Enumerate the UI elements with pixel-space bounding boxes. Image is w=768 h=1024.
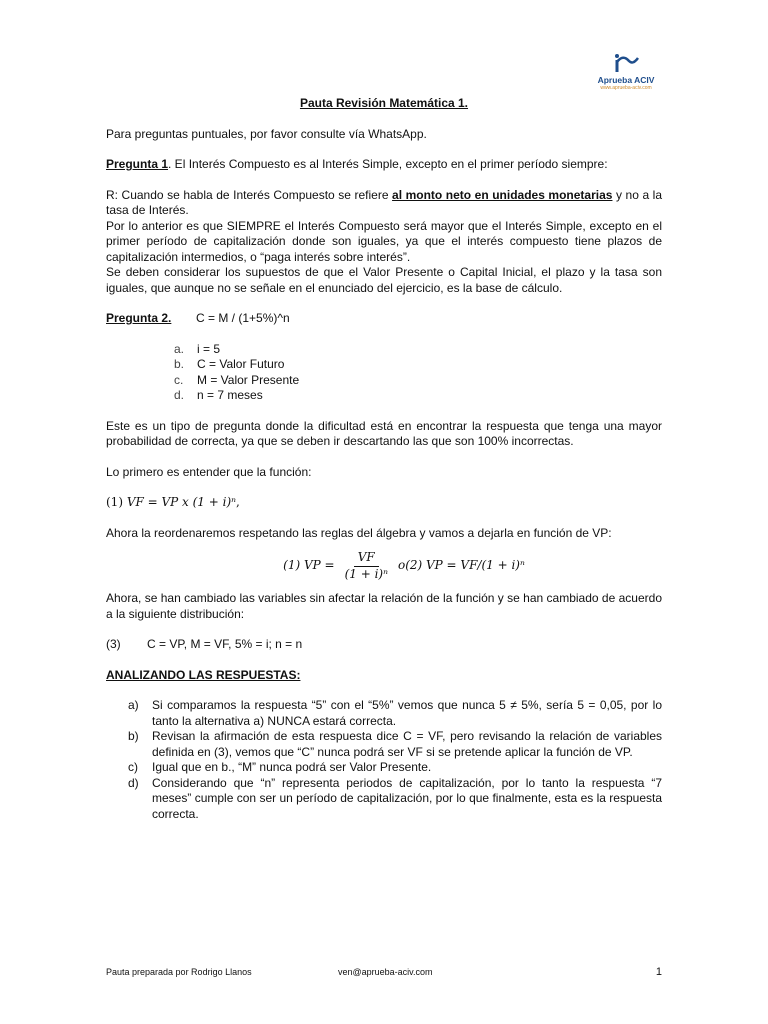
answer-1-post: y no a la tasa de Interés. (106, 187, 662, 217)
equation-3 (106, 637, 662, 653)
logo-mark-icon (611, 52, 641, 74)
analysis-text: Considerando que “n” representa periodos de capitalización, por lo tanto la respuesta “7 meses” cumple con ser un período de capitalización, por lo que finalmente, esta es la respuesta correcta. (152, 775, 662, 821)
option-mark: d. (174, 388, 185, 402)
equation-3-text: C = VP, M = VF, 5% = i; n = n (147, 637, 303, 651)
question-2-label: Pregunta 2. (106, 311, 172, 325)
answer-1-pre: R: Cuando se habla de Interés Compuesto se refiere (106, 187, 393, 202)
option-text: C = Valor Futuro (197, 357, 285, 371)
question-2 (106, 311, 662, 327)
footer-email[interactable]: ven@aprueba-aciv.com (338, 967, 433, 977)
option-item (174, 388, 662, 404)
brand-logo (590, 52, 662, 94)
question-2-paragraph-4: Ahora, se han cambiado las variables sin afectar la relación de la función y se han cambiado de acuerdo a la siguiente distribución: (106, 591, 662, 621)
equation-1-suffix: , (236, 495, 240, 509)
answer-1 (106, 188, 662, 219)
intro-text: Para preguntas puntuales, por favor consulte vía WhatsApp. (106, 126, 427, 141)
analysis-list (106, 698, 662, 822)
analysis-item (106, 698, 662, 729)
question-2-paragraph-2: Lo primero es entender que la función: (106, 464, 312, 479)
document-body (106, 96, 662, 822)
question-1-text: . El Interés Compuesto es al Interés Simple, excepto en el primer período siempre: (168, 157, 608, 171)
option-text: n = 7 meses (197, 388, 263, 402)
question-2-formula: C = M / (1+5%)^n (196, 311, 290, 325)
equation-2 (146, 550, 662, 582)
analysis-item (106, 760, 662, 776)
equation-2-left: (1) VP = (283, 558, 335, 573)
document-title: Pauta Revisión Matemática 1. (299, 96, 469, 110)
analysis-mark: a) (128, 698, 139, 712)
option-text: i = 5 (197, 341, 221, 356)
analysis-text: Revisan la afirmación de esta respuesta dice C = VF, pero revisando la relación de variables definida en (3), vemos que “C” nunca podrá ser VF si se pretende aplicar la función de VP. (152, 729, 662, 759)
answer-1-paragraph-2: Por lo anterior es que SIEMPRE el Interés Compuesto será mayor que el Interés Simple, excepto en el primer período de capitalización donde son iguales, ya que el interés compuesto tiene plazos de capitalización intermedios, o “paga interés sobre interés”. (106, 218, 662, 264)
answer-1-paragraph-3: Se deben considerar los supuestos de que el Valor Presente o Capital Inicial, el plazo y la tasa son iguales, que aunque no se señale en el enunciado del ejercicio, es la base de cálculo. (106, 265, 662, 295)
option-item (174, 357, 662, 373)
question-2-paragraph-3: Ahora la reordenaremos respetando las reglas del álgebra y vamos a dejarla en función de VP: (106, 525, 612, 540)
question-2-paragraph-1: Este es un tipo de pregunta donde la dificultad está en encontrar la respuesta que tenga una mayor probabilidad de correcta, ya que se deben ir descartando las que son 100% incorrectas. (106, 418, 662, 448)
analysis-mark: b) (128, 729, 139, 743)
equation-1 (106, 495, 662, 511)
option-item (174, 342, 662, 358)
footer-author: Pauta preparada por Rodrigo Llanos (106, 967, 252, 977)
equation-2-fraction (341, 550, 392, 582)
equation-2-right: (2) VP = VF/(1 + i)ⁿ (405, 558, 525, 573)
analysis-item (106, 776, 662, 823)
equation-2-or: o (397, 558, 406, 573)
logo-site: www.aprueba-aciv.com (600, 85, 652, 91)
question-2-options (174, 342, 662, 404)
question-1 (106, 157, 662, 173)
fraction-denominator: (1 + i)ⁿ (344, 566, 388, 581)
analysis-text: Igual que en b., “M” nunca podrá ser Valor Presente. (152, 760, 432, 774)
analysis-title: ANALIZANDO LAS RESPUESTAS: (106, 667, 301, 682)
analysis-mark: c) (128, 760, 138, 774)
page-number: 1 (655, 966, 662, 978)
fraction-numerator: VF (354, 550, 379, 567)
equation-1-prefix: (1) (106, 495, 127, 509)
option-mark: c. (174, 372, 184, 387)
option-mark: b. (174, 357, 185, 371)
analysis-mark: d) (128, 775, 139, 790)
question-1-label: Pregunta 1 (106, 157, 169, 171)
option-mark: a. (174, 341, 185, 356)
logo-brand: Aprueba ACIV (597, 75, 655, 85)
answer-1-emphasis: al monto neto en unidades monetarias (392, 187, 613, 202)
option-item (174, 373, 662, 389)
equation-1-body: VF = VP x (1 + i)ⁿ (126, 495, 237, 509)
analysis-text: Si comparamos la respuesta “5” con el “5%” vemos que nunca 5 ≠ 5%, sería 5 = 0,05, por lo tanto la alternativa a) NUNCA estará correcta. (152, 698, 662, 728)
analysis-item (106, 729, 662, 760)
option-text: M = Valor Presente (197, 372, 300, 387)
equation-3-number: (3) (106, 637, 121, 651)
